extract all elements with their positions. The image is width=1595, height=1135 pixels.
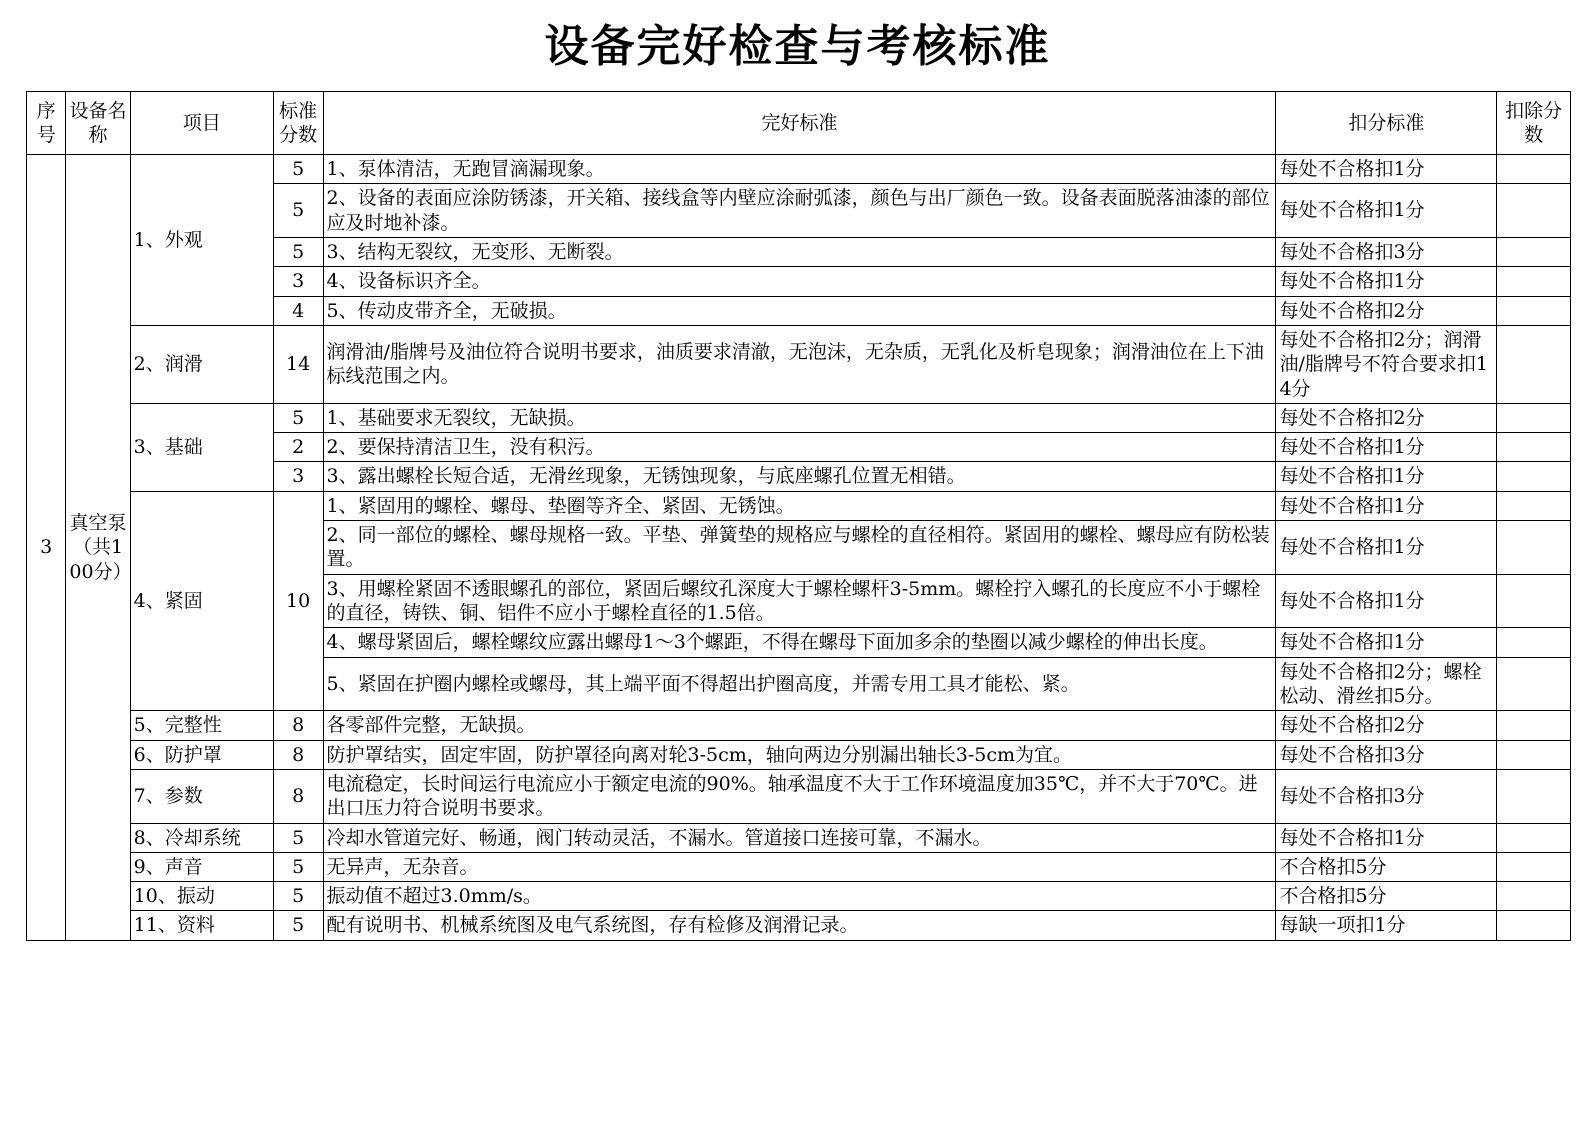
table-row [27, 711, 1571, 740]
cell-deduction-standard: 每处不合格扣1分 [1276, 491, 1497, 520]
cell-good-standard: 5、传动皮带齐全，无破损。 [323, 296, 1276, 325]
cell-deduction-standard: 每处不合格扣3分 [1276, 740, 1497, 769]
cell-deduction-standard: 每处不合格扣1分 [1276, 155, 1497, 184]
cell-good-standard: 2、同一部位的螺栓、螺母规格一致。平垫、弹簧垫的规格应与螺栓的直径相符。紧固用的螺栓、螺母应有防松装置。 [323, 521, 1276, 575]
column-header-seq: 序号 [27, 92, 66, 155]
cell-deduction-standard: 每处不合格扣3分 [1276, 769, 1497, 823]
cell-standard-score: 5 [273, 852, 323, 881]
table-row [27, 155, 1571, 184]
cell-deduction-standard: 每处不合格扣1分 [1276, 433, 1497, 462]
cell-deducted-score[interactable] [1497, 852, 1571, 881]
cell-deduction-standard: 不合格扣5分 [1276, 882, 1497, 911]
cell-item: 1、外观 [130, 155, 273, 326]
cell-deduction-standard: 每处不合格扣2分；润滑油/脂牌号不符合要求扣14分 [1276, 325, 1497, 403]
cell-good-standard: 3、结构无裂纹，无变形、无断裂。 [323, 237, 1276, 266]
cell-standard-score: 8 [273, 740, 323, 769]
cell-standard-score: 5 [273, 155, 323, 184]
cell-deduction-standard: 每处不合格扣1分 [1276, 184, 1497, 238]
table-row [27, 491, 1571, 520]
cell-standard-score: 5 [273, 237, 323, 266]
cell-standard-score: 5 [273, 823, 323, 852]
cell-deducted-score[interactable] [1497, 155, 1571, 184]
cell-deduction-standard: 每处不合格扣1分 [1276, 521, 1497, 575]
table-row [27, 882, 1571, 911]
cell-deducted-score[interactable] [1497, 823, 1571, 852]
cell-item: 7、参数 [130, 769, 273, 823]
cell-standard-score: 14 [273, 325, 323, 403]
cell-deduction-standard: 每处不合格扣1分 [1276, 823, 1497, 852]
table-row [27, 911, 1571, 940]
cell-standard-score: 5 [273, 184, 323, 238]
cell-seq: 3 [27, 155, 66, 941]
cell-deduction-standard: 每缺一项扣1分 [1276, 911, 1497, 940]
cell-deduction-standard: 每处不合格扣2分 [1276, 711, 1497, 740]
cell-deducted-score[interactable] [1497, 769, 1571, 823]
cell-good-standard: 5、紧固在护圈内螺栓或螺母，其上端平面不得超出护圈高度，并需专用工具才能松、紧。 [323, 657, 1276, 711]
cell-standard-score: 10 [273, 491, 323, 711]
table-row [27, 325, 1571, 403]
cell-equipment-name: 真空泵（共100分） [66, 155, 130, 941]
cell-deducted-score[interactable] [1497, 462, 1571, 491]
cell-standard-score: 8 [273, 769, 323, 823]
cell-deducted-score[interactable] [1497, 657, 1571, 711]
cell-deduction-standard: 每处不合格扣1分 [1276, 574, 1497, 628]
equipment-inspection-table [26, 91, 1571, 941]
cell-standard-score: 5 [273, 403, 323, 432]
cell-item: 10、振动 [130, 882, 273, 911]
cell-item: 6、防护罩 [130, 740, 273, 769]
cell-good-standard: 3、露出螺栓长短合适，无滑丝现象，无锈蚀现象，与底座螺孔位置无相错。 [323, 462, 1276, 491]
cell-good-standard: 4、设备标识齐全。 [323, 267, 1276, 296]
cell-good-standard: 1、泵体清洁，无跑冒滴漏现象。 [323, 155, 1276, 184]
cell-good-standard: 润滑油/脂牌号及油位符合说明书要求，油质要求清澈，无泡沫，无杂质，无乳化及析皂现象；润滑油位在上下油标线范围之内。 [323, 325, 1276, 403]
cell-deducted-score[interactable] [1497, 911, 1571, 940]
cell-deduction-standard: 每处不合格扣3分 [1276, 237, 1497, 266]
cell-item: 11、资料 [130, 911, 273, 940]
table-header [27, 92, 1571, 155]
table-body [27, 155, 1571, 941]
cell-item: 5、完整性 [130, 711, 273, 740]
cell-deducted-score[interactable] [1497, 267, 1571, 296]
page-title: 设备完好检查与考核标准 [544, 21, 1051, 72]
cell-good-standard: 各零部件完整，无缺损。 [323, 711, 1276, 740]
cell-good-standard: 振动值不超过3.0mm/s。 [323, 882, 1276, 911]
cell-deducted-score[interactable] [1497, 882, 1571, 911]
cell-deducted-score[interactable] [1497, 433, 1571, 462]
cell-good-standard: 1、基础要求无裂纹，无缺损。 [323, 403, 1276, 432]
column-header-deducted-score: 扣除分数 [1497, 92, 1571, 155]
cell-deduction-standard: 每处不合格扣1分 [1276, 267, 1497, 296]
cell-standard-score: 8 [273, 711, 323, 740]
cell-standard-score: 2 [273, 433, 323, 462]
cell-deducted-score[interactable] [1497, 740, 1571, 769]
cell-deducted-score[interactable] [1497, 325, 1571, 403]
cell-deduction-standard: 每处不合格扣1分 [1276, 462, 1497, 491]
cell-item: 9、声音 [130, 852, 273, 881]
table-row [27, 403, 1571, 432]
table-row [27, 823, 1571, 852]
cell-deducted-score[interactable] [1497, 711, 1571, 740]
cell-deducted-score[interactable] [1497, 521, 1571, 575]
cell-deducted-score[interactable] [1497, 296, 1571, 325]
column-header-good-standard: 完好标准 [323, 92, 1276, 155]
table-row [27, 852, 1571, 881]
column-header-standard-score: 标准分数 [273, 92, 323, 155]
cell-standard-score: 3 [273, 462, 323, 491]
cell-good-standard: 无异声，无杂音。 [323, 852, 1276, 881]
column-header-equipment-name: 设备名称 [66, 92, 130, 155]
cell-good-standard: 4、螺母紧固后，螺栓螺纹应露出螺母1～3个螺距，不得在螺母下面加多余的垫圈以减少螺栓的伸出长度。 [323, 628, 1276, 657]
cell-good-standard: 2、设备的表面应涂防锈漆，开关箱、接线盒等内壁应涂耐弧漆，颜色与出厂颜色一致。设备表面脱落油漆的部位应及时地补漆。 [323, 184, 1276, 238]
cell-standard-score: 5 [273, 911, 323, 940]
cell-standard-score: 3 [273, 267, 323, 296]
cell-deducted-score[interactable] [1497, 628, 1571, 657]
cell-good-standard: 配有说明书、机械系统图及电气系统图，存有检修及润滑记录。 [323, 911, 1276, 940]
cell-deducted-score[interactable] [1497, 574, 1571, 628]
cell-deducted-score[interactable] [1497, 491, 1571, 520]
cell-item: 2、润滑 [130, 325, 273, 403]
cell-deduction-standard: 每处不合格扣2分；螺栓松动、滑丝扣5分。 [1276, 657, 1497, 711]
cell-good-standard: 3、用螺栓紧固不透眼螺孔的部位，紧固后螺纹孔深度大于螺栓螺杆3-5mm。螺栓拧入螺孔的长度应不小于螺栓的直径，铸铁、铜、铝件不应小于螺栓直径的1.5倍。 [323, 574, 1276, 628]
cell-item: 8、冷却系统 [130, 823, 273, 852]
column-header-item: 项目 [130, 92, 273, 155]
cell-item: 4、紧固 [130, 491, 273, 711]
cell-deducted-score[interactable] [1497, 237, 1571, 266]
cell-deduction-standard: 不合格扣5分 [1276, 852, 1497, 881]
cell-good-standard: 防护罩结实，固定牢固，防护罩径向离对轮3-5cm，轴向两边分别漏出轴长3-5cm为宜。 [323, 740, 1276, 769]
cell-deduction-standard: 每处不合格扣2分 [1276, 296, 1497, 325]
cell-deducted-score[interactable] [1497, 403, 1571, 432]
cell-deducted-score[interactable] [1497, 184, 1571, 238]
column-header-deduction-standard: 扣分标准 [1276, 92, 1497, 155]
cell-deduction-standard: 每处不合格扣1分 [1276, 628, 1497, 657]
cell-deduction-standard: 每处不合格扣2分 [1276, 403, 1497, 432]
cell-good-standard: 冷却水管道完好、畅通，阀门转动灵活，不漏水。管道接口连接可靠，不漏水。 [323, 823, 1276, 852]
cell-good-standard: 2、要保持清洁卫生，没有积污。 [323, 433, 1276, 462]
cell-good-standard: 1、紧固用的螺栓、螺母、垫圈等齐全、紧固、无锈蚀。 [323, 491, 1276, 520]
table-row [27, 769, 1571, 823]
table-row [27, 740, 1571, 769]
cell-standard-score: 4 [273, 296, 323, 325]
cell-item: 3、基础 [130, 403, 273, 491]
table-header-row [27, 92, 1571, 155]
cell-good-standard: 电流稳定，长时间运行电流应小于额定电流的90%。轴承温度不大于工作环境温度加35℃，并不大于70℃。进出口压力符合说明书要求。 [323, 769, 1276, 823]
cell-standard-score: 5 [273, 882, 323, 911]
